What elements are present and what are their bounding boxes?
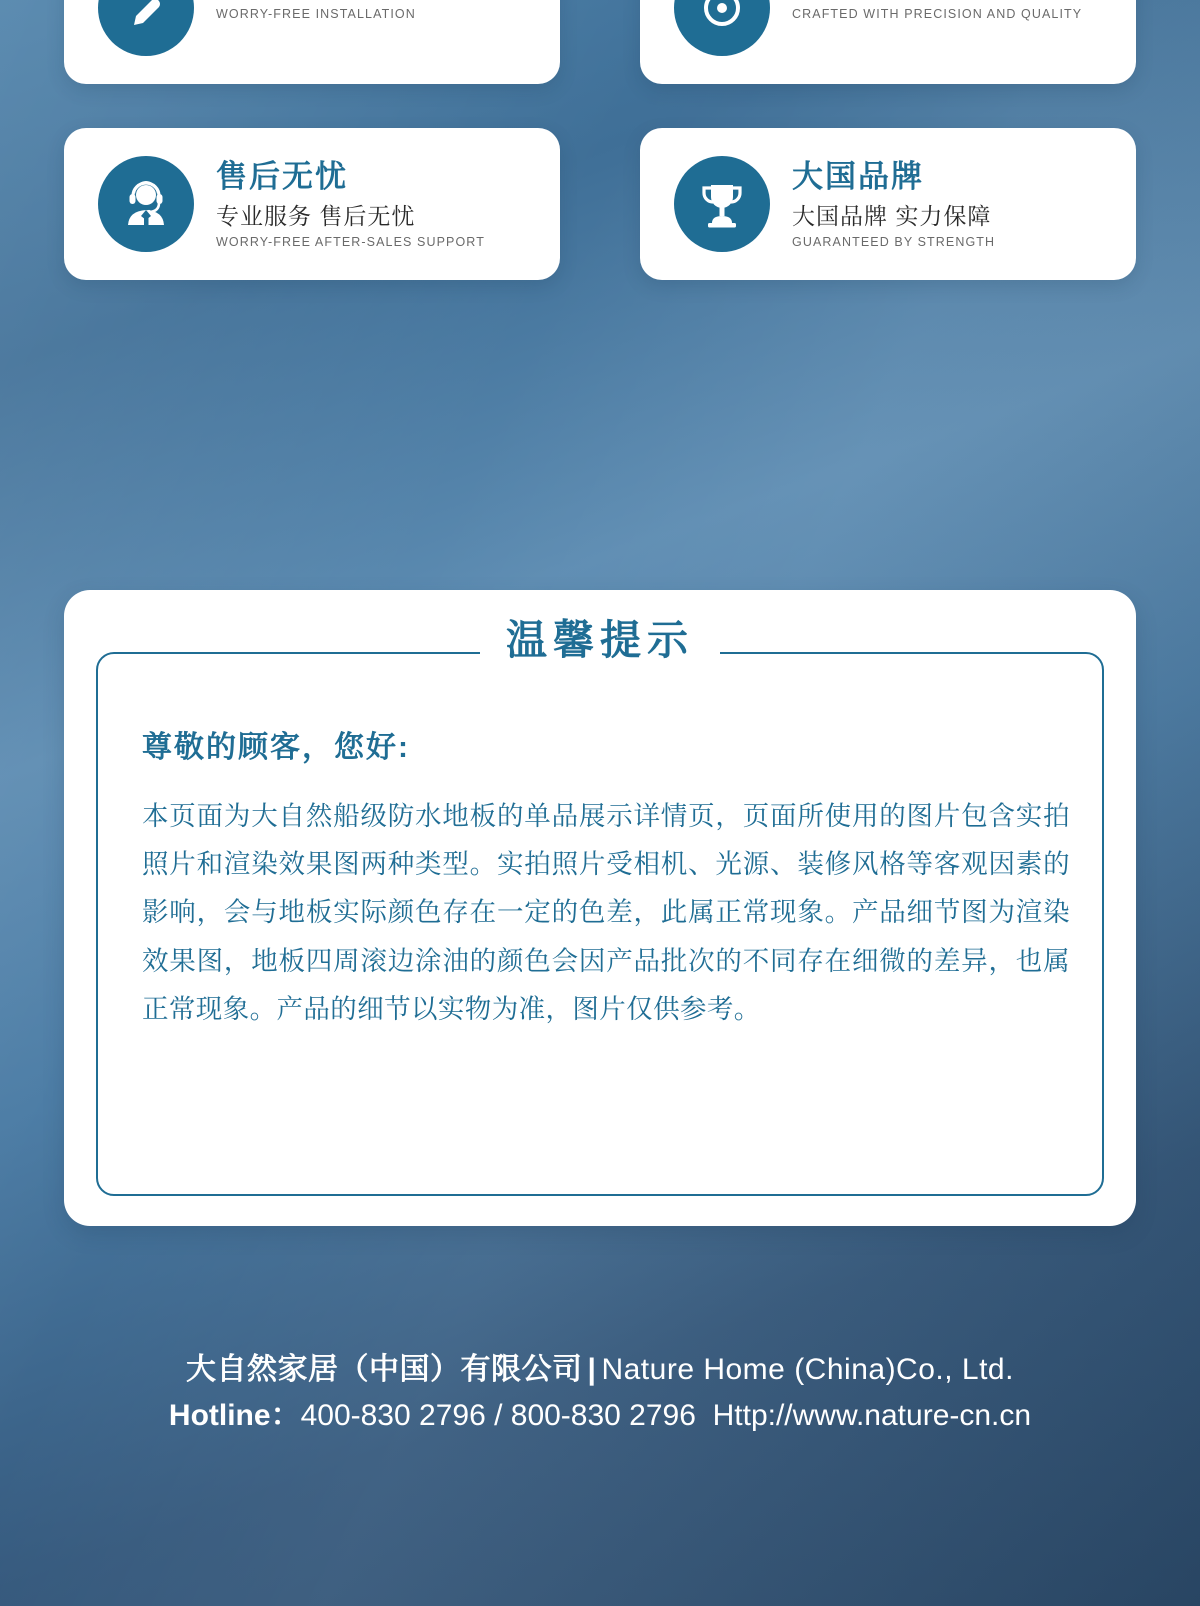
footer-hotline-label: Hotline：: [168, 1398, 301, 1432]
footer: [0, 1348, 1200, 1437]
feature-card-english: CRAFTED WITH PRECISION AND QUALITY: [792, 7, 1083, 21]
notice-title-wrap: [64, 617, 1136, 663]
feature-card-after-sales: [64, 128, 560, 280]
notice-title: 温馨提示: [480, 620, 720, 661]
footer-hotline-numbers: 400-830 2796 / 800-830 2796: [300, 1398, 696, 1432]
footer-contact-line: [0, 1394, 1200, 1438]
footer-company-line: [0, 1348, 1200, 1392]
notice-panel: [64, 590, 1136, 1226]
notice-greeting: 尊敬的顾客，您好:: [142, 731, 410, 764]
notice-paragraph: 本页面为大自然船级防水地板的单品展示详情页，页面所使用的图片包含实拍照片和渲染效果图两种类型。实拍照片受相机、光源、装修风格等客观因素的影响，会与地板实际颜色存在一定的色差，此属正常现象。产品细节图为渲染效果图，地板四周滚边涂油的颜色会因产品批次的不同存在细微的差异，也属正常现象。产品的细节以实物为准，图片仅供参考。: [142, 801, 1070, 1024]
notice-body: [142, 722, 1070, 1033]
feature-card-subtitle: 专业服务 售后无忧: [216, 203, 416, 230]
feature-card-text: [216, 159, 485, 248]
feature-card-text: [216, 0, 416, 21]
feature-card-craft: [640, 0, 1136, 84]
footer-separator: |: [587, 1353, 597, 1386]
feature-card-english: WORRY-FREE INSTALLATION: [216, 7, 416, 21]
feature-card-title: 售后无忧: [216, 159, 348, 195]
feature-card-english: GUARANTEED BY STRENGTH: [792, 234, 996, 249]
feature-card-text: [792, 159, 995, 248]
footer-website[interactable]: Http://www.nature-cn.cn: [712, 1398, 1032, 1432]
installation-icon: [98, 0, 194, 56]
footer-company-en: Nature Home (China)Co., Ltd.: [601, 1353, 1014, 1386]
feature-card-installation: [64, 0, 560, 84]
headset-support-icon: [98, 156, 194, 252]
craft-icon: [674, 0, 770, 56]
feature-card-english: WORRY-FREE AFTER-SALES SUPPORT: [216, 234, 485, 249]
feature-card-title: 大国品牌: [792, 159, 924, 195]
feature-card-subtitle: 大国品牌 实力保障: [792, 203, 992, 230]
trophy-icon: [674, 156, 770, 252]
feature-card-grid: [64, 0, 1136, 280]
feature-card-brand: [640, 128, 1136, 280]
feature-card-text: [792, 0, 1082, 21]
footer-company-cn: 大自然家居（中国）有限公司: [186, 1353, 583, 1386]
